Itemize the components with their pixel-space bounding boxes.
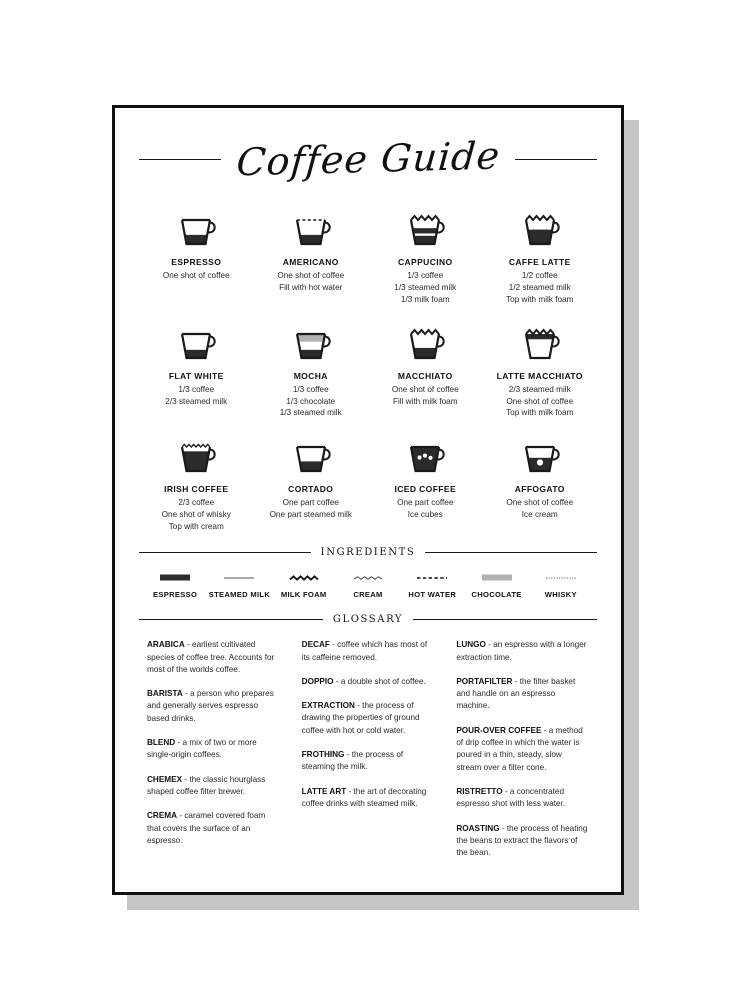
- drink-recipe: [163, 270, 230, 282]
- drink-card-cortado: [254, 435, 369, 521]
- caffe-latte-cup-icon: [517, 208, 563, 250]
- glossary-definition: - a person who prepares and generally serves espresso based drinks.: [147, 689, 274, 723]
- drink-recipe-line: 1/3 coffee: [178, 384, 215, 394]
- glossary-columns: [139, 639, 597, 871]
- ingredients-rule-left: [139, 552, 311, 553]
- glossary-entry: [302, 700, 435, 737]
- glossary-term: FROTHING: [301, 750, 345, 760]
- glossary-term: EXTRACTION: [301, 701, 355, 711]
- glossary-heading: GLOSSARY: [332, 614, 404, 626]
- drink-recipe-line: One part coffee: [282, 498, 339, 508]
- glossary-definition: - the process of drawing the properties of ground coffee with hot or cold water.: [301, 701, 420, 735]
- glossary-term: RISTRETTO: [456, 786, 503, 796]
- glossary-term: PORTAFILTER: [456, 676, 513, 686]
- ingredient-hot-water: [400, 572, 464, 600]
- glossary-rule-left: [139, 619, 323, 620]
- glossary-definition: - a double shot of coffee.: [335, 676, 426, 686]
- drink-recipe: [506, 497, 573, 521]
- mocha-cup-icon: [288, 322, 334, 364]
- glossary-definition: - the art of decorating coffee drinks with steamed milk.: [301, 786, 427, 808]
- drink-recipe-line: 1/2 steamed milk: [508, 282, 571, 292]
- glossary-term: DECAF: [301, 640, 330, 650]
- glossary-entry: [456, 676, 589, 713]
- glossary-definition: - caramel covered foam that covers the surface of an espresso.: [147, 811, 266, 845]
- ingredient-cream: [336, 572, 400, 600]
- drink-recipe-line: One part coffee: [397, 498, 454, 508]
- dashed-line-icon: [412, 572, 452, 584]
- glossary-term: DOPPIO: [301, 676, 334, 686]
- drink-recipe-line: Top with milk foam: [506, 294, 574, 304]
- drink-recipe: [506, 384, 573, 420]
- drink-recipe-line: One shot of coffee: [162, 271, 230, 280]
- drink-card-latte-macchiato: [483, 322, 598, 420]
- drink-recipe: [280, 384, 342, 420]
- drink-card-macchiato: [368, 322, 483, 408]
- glossary-term: ARABICA: [147, 640, 185, 650]
- glossary-entry: [302, 749, 435, 774]
- glossary-definition: - the process of heating the beans to extract the flavors of the bean.: [456, 823, 588, 858]
- glossary-entry: [302, 676, 435, 688]
- glossary-column-3: [456, 639, 589, 871]
- drink-card-affogato: [483, 435, 598, 521]
- cortado-cup-icon: [288, 435, 334, 477]
- ingredients-rule-right: [425, 552, 597, 553]
- drink-name: IRISH COFFEE: [164, 484, 229, 495]
- glossary-entry: [456, 639, 589, 664]
- gray-bar-icon: [477, 572, 517, 584]
- drink-recipe-line: 2/3 coffee: [178, 498, 215, 508]
- drink-recipe-line: 2/3 steamed milk: [165, 396, 228, 406]
- glossary-entry: [147, 639, 280, 676]
- drink-card-cappucino: [368, 208, 483, 306]
- glossary-entry: [147, 688, 280, 725]
- glossary-definition: - a mix of two or more single-origin coffees.: [147, 738, 257, 760]
- glossary-term: CHEMEX: [147, 774, 183, 784]
- ingredients-section-header: [139, 547, 597, 558]
- title-rule-right: [515, 159, 597, 160]
- drink-card-mocha: [254, 322, 369, 420]
- glossary-column-2: [302, 639, 435, 871]
- drink-recipe-line: 1/3 milk foam: [400, 294, 450, 304]
- glossary-term: POUR-OVER COFFEE: [456, 725, 542, 735]
- drink-recipe-line: Ice cream: [521, 510, 558, 520]
- drink-recipe-line: 1/3 coffee: [292, 384, 329, 394]
- irish-coffee-cup-icon: [173, 435, 219, 477]
- drink-recipe: [392, 384, 459, 408]
- drink-recipe: [394, 270, 456, 306]
- ingredient-label: CHOCOLATE: [471, 590, 522, 600]
- espresso-cup-icon: [173, 208, 219, 250]
- drink-recipe-line: 1/3 coffee: [407, 271, 444, 280]
- drink-name: FLAT WHITE: [168, 370, 224, 381]
- glossary-entry: [147, 774, 280, 799]
- drink-recipe: [165, 384, 227, 408]
- glossary-definition: - the process of steaming the milk.: [301, 750, 404, 772]
- latte-macchiato-cup-icon: [517, 322, 563, 364]
- glossary-rule-right: [413, 619, 597, 620]
- drink-card-espresso: [139, 208, 254, 282]
- drink-recipe-line: 1/2 coffee: [521, 271, 558, 280]
- ingredient-milk-foam: [272, 572, 336, 600]
- glossary-entry: [456, 786, 589, 811]
- glossary-definition: - a method of drip coffee in which the water is poured in a thin, steady, slow stream over a filter cone.: [456, 725, 583, 772]
- drink-recipe-line: One shot of coffee: [506, 396, 574, 406]
- drink-card-irish-coffee: [139, 435, 254, 533]
- glossary-entry: [456, 725, 589, 774]
- drink-recipe-line: Fill with milk foam: [392, 396, 458, 406]
- drink-recipe-line: One shot of coffee: [391, 384, 459, 394]
- ingredients-heading: INGREDIENTS: [320, 547, 416, 559]
- iced-coffee-cup-icon: [402, 435, 448, 477]
- glossary-definition: - a concentrated espresso shot with less water.: [456, 786, 566, 809]
- drink-recipe-line: One shot of coffee: [277, 271, 345, 280]
- drink-card-caffe-latte: [483, 208, 598, 306]
- ingredients-legend: [139, 572, 597, 600]
- page-title: Coffee Guide: [234, 133, 502, 185]
- thick-zigzag-icon: [284, 572, 324, 584]
- glossary-term: BLEND: [147, 738, 176, 748]
- drink-name: CAFFE LATTE: [508, 257, 571, 267]
- drink-recipe-line: 1/3 steamed milk: [394, 282, 457, 292]
- drink-recipe: [506, 270, 573, 306]
- drink-card-flat-white: [139, 322, 254, 408]
- ingredient-label: MILK FOAM: [280, 590, 327, 600]
- ingredient-steamed-milk: [207, 572, 271, 600]
- glossary-definition: - the classic hourglass shaped coffee filter brewer.: [147, 774, 266, 796]
- ingredient-label: HOT WATER: [408, 590, 457, 600]
- ingredient-label: CREAM: [353, 590, 383, 600]
- drink-name: AMERICANO: [282, 257, 339, 267]
- ingredient-whisky: [529, 572, 593, 600]
- drink-card-iced-coffee: [368, 435, 483, 521]
- drink-name: ESPRESSO: [171, 257, 222, 267]
- glossary-definition: - coffee which has most of its caffeine removed.: [301, 640, 428, 662]
- drink-recipe-line: One part steamed milk: [269, 510, 352, 520]
- glossary-entry: [456, 823, 589, 860]
- affogato-cup-icon: [517, 435, 563, 477]
- drink-recipe-line: One shot of whisky: [161, 510, 231, 520]
- flat-white-cup-icon: [173, 322, 219, 364]
- drink-recipe-line: 1/3 steamed milk: [279, 408, 342, 418]
- ingredient-espresso: [143, 572, 207, 600]
- drink-row-3: [139, 435, 597, 533]
- drink-recipe-line: Top with milk foam: [506, 408, 574, 418]
- drink-name: CAPPUCINO: [397, 257, 453, 267]
- glossary-term: LATTE ART: [301, 786, 347, 796]
- drink-name: LATTE MACCHIATO: [496, 370, 583, 381]
- drink-recipe: [162, 497, 231, 533]
- glossary-entry: [302, 639, 435, 664]
- poster-header: [139, 108, 597, 204]
- drink-row-1: [139, 208, 597, 306]
- americano-cup-icon: [288, 208, 334, 250]
- thin-zigzag-icon: [348, 572, 388, 584]
- title-rule-left: [139, 159, 221, 160]
- drink-recipe-line: Fill with hot water: [279, 282, 343, 292]
- glossary-entry: [147, 737, 280, 762]
- drink-name: ICED COFFEE: [394, 484, 457, 495]
- glossary-term: LUNGO: [456, 640, 486, 650]
- drink-name: MOCHA: [293, 370, 328, 381]
- drink-recipe: [270, 497, 352, 521]
- drink-card-americano: [254, 208, 369, 294]
- glossary-definition: - earliest cultivated species of coffee tree. Accounts for most of the worlds coffee.: [147, 640, 275, 674]
- drink-recipe-line: Top with cream: [168, 522, 224, 532]
- drink-recipe: [277, 270, 344, 294]
- coffee-guide-poster: [112, 105, 624, 895]
- cappucino-cup-icon: [402, 208, 448, 250]
- glossary-entry: [302, 786, 435, 811]
- macchiato-cup-icon: [402, 322, 448, 364]
- glossary-term: CREMA: [147, 811, 178, 821]
- glossary-term: BARISTA: [147, 689, 183, 699]
- glossary-entry: [147, 810, 280, 847]
- drink-name: AFFOGATO: [514, 484, 565, 495]
- drink-row-2: [139, 322, 597, 420]
- dotted-line-icon: [541, 572, 581, 584]
- ingredient-label: ESPRESSO: [153, 590, 198, 600]
- drink-recipe-line: 2/3 steamed milk: [508, 384, 571, 394]
- glossary-column-1: [147, 639, 280, 871]
- drink-name: CORTADO: [288, 484, 334, 495]
- drink-name: MACCHIATO: [397, 370, 453, 381]
- glossary-term: ROASTING: [456, 823, 500, 833]
- ingredient-chocolate: [464, 572, 528, 600]
- glossary-definition: - the filter basket and handle on an espresso machine.: [456, 676, 576, 711]
- ingredient-label: STEAMED MILK: [208, 590, 271, 600]
- drink-recipe-line: Ice cubes: [407, 510, 443, 520]
- drink-recipe-line: 1/3 chocolate: [286, 396, 336, 406]
- drink-recipe-line: One shot of coffee: [506, 498, 574, 508]
- glossary-definition: - an espresso with a longer extraction time.: [456, 640, 587, 662]
- ingredient-label: WHISKY: [544, 590, 577, 600]
- glossary-section-header: [139, 614, 597, 625]
- thin-line-icon: [219, 572, 259, 584]
- drink-recipe: [397, 497, 453, 521]
- solid-dark-bar-icon: [155, 572, 195, 584]
